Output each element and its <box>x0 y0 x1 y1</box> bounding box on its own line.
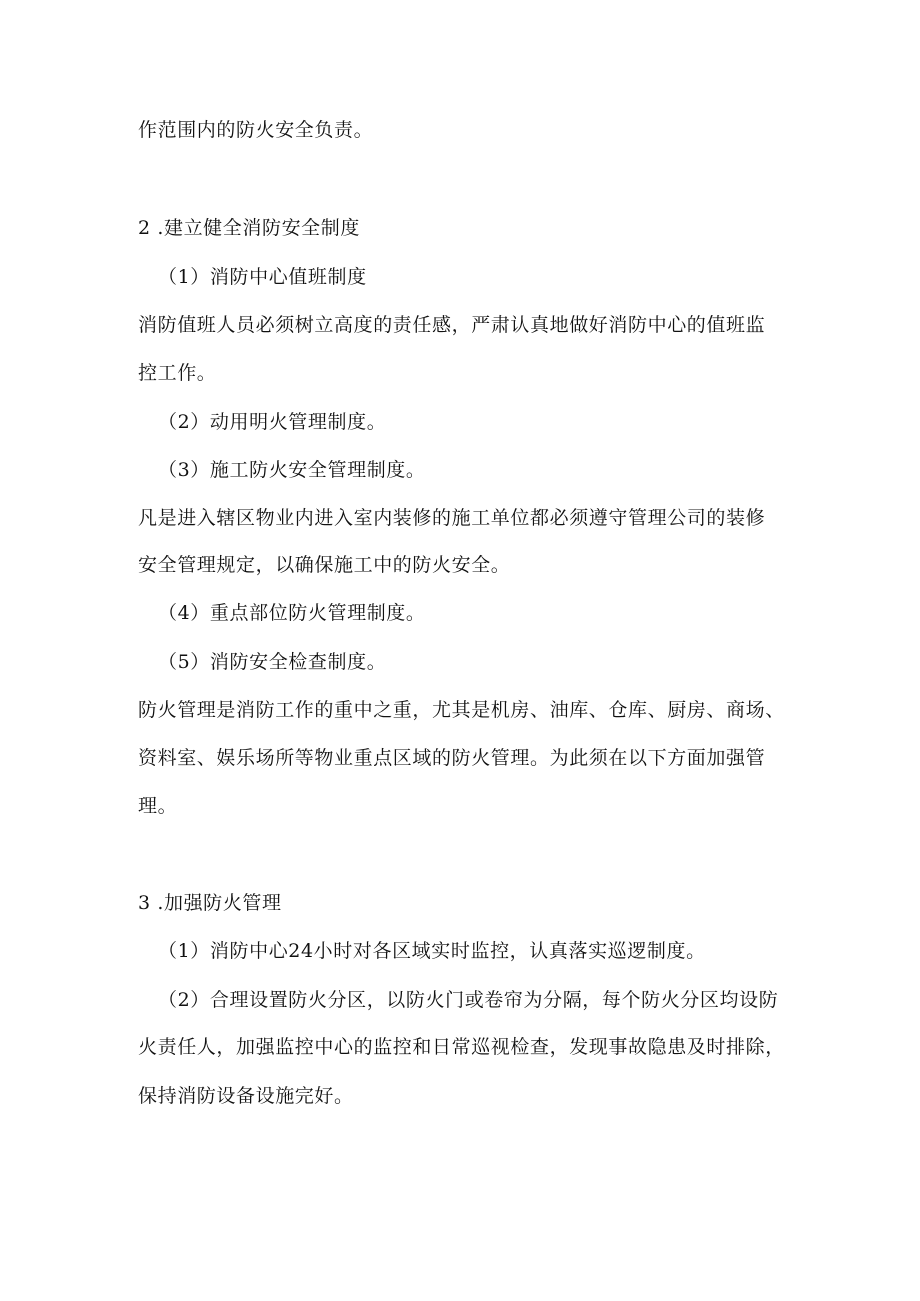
paragraph-line: 理。 <box>138 795 178 817</box>
paragraph-line: 资料室、娱乐场所等物业重点区域的防火管理。为此须在以下方面加强管 <box>138 747 766 769</box>
paragraph-line: 防火管理是消防工作的重中之重，尤其是机房、油库、仓库、厨房、商场、 <box>138 699 785 721</box>
subsection-heading: （3）施工防火安全管理制度。 <box>158 459 426 481</box>
subsection-heading: （1）消防中心值班制度 <box>158 266 367 288</box>
subsection-heading: （4）重点部位防火管理制度。 <box>158 602 426 624</box>
list-item: （2）合理设置防火分区，以防火门或卷帘为分隔，每个防火分区均设防 <box>158 989 779 1011</box>
paragraph-line: 消防值班人员必须树立高度的责任感，严肃认真地做好消防中心的值班监 <box>138 314 766 336</box>
list-item: （1）消防中心24小时对各区域实时监控，认真落实巡逻制度。 <box>158 940 706 962</box>
section-heading-2: 2 .建立健全消防安全制度 <box>138 217 360 239</box>
paragraph-line: 安全管理规定，以确保施工中的防火安全。 <box>138 554 511 576</box>
paragraph-line: 控工作。 <box>138 362 217 384</box>
paragraph-line: 保持消防设备设施完好。 <box>138 1085 354 1107</box>
section-heading-3: 3 .加强防火管理 <box>138 892 282 914</box>
paragraph-continuation: 作范围内的防火安全负责。 <box>138 119 374 141</box>
subsection-heading: （2）动用明火管理制度。 <box>158 411 387 433</box>
paragraph-line: 凡是进入辖区物业内进入室内装修的施工单位都必须遵守管理公司的装修 <box>138 507 766 529</box>
subsection-heading: （5）消防安全检查制度。 <box>158 651 387 673</box>
paragraph-line: 火责任人，加强监控中心的监控和日常巡视检查，发现事故隐患及时排除， <box>138 1036 785 1058</box>
